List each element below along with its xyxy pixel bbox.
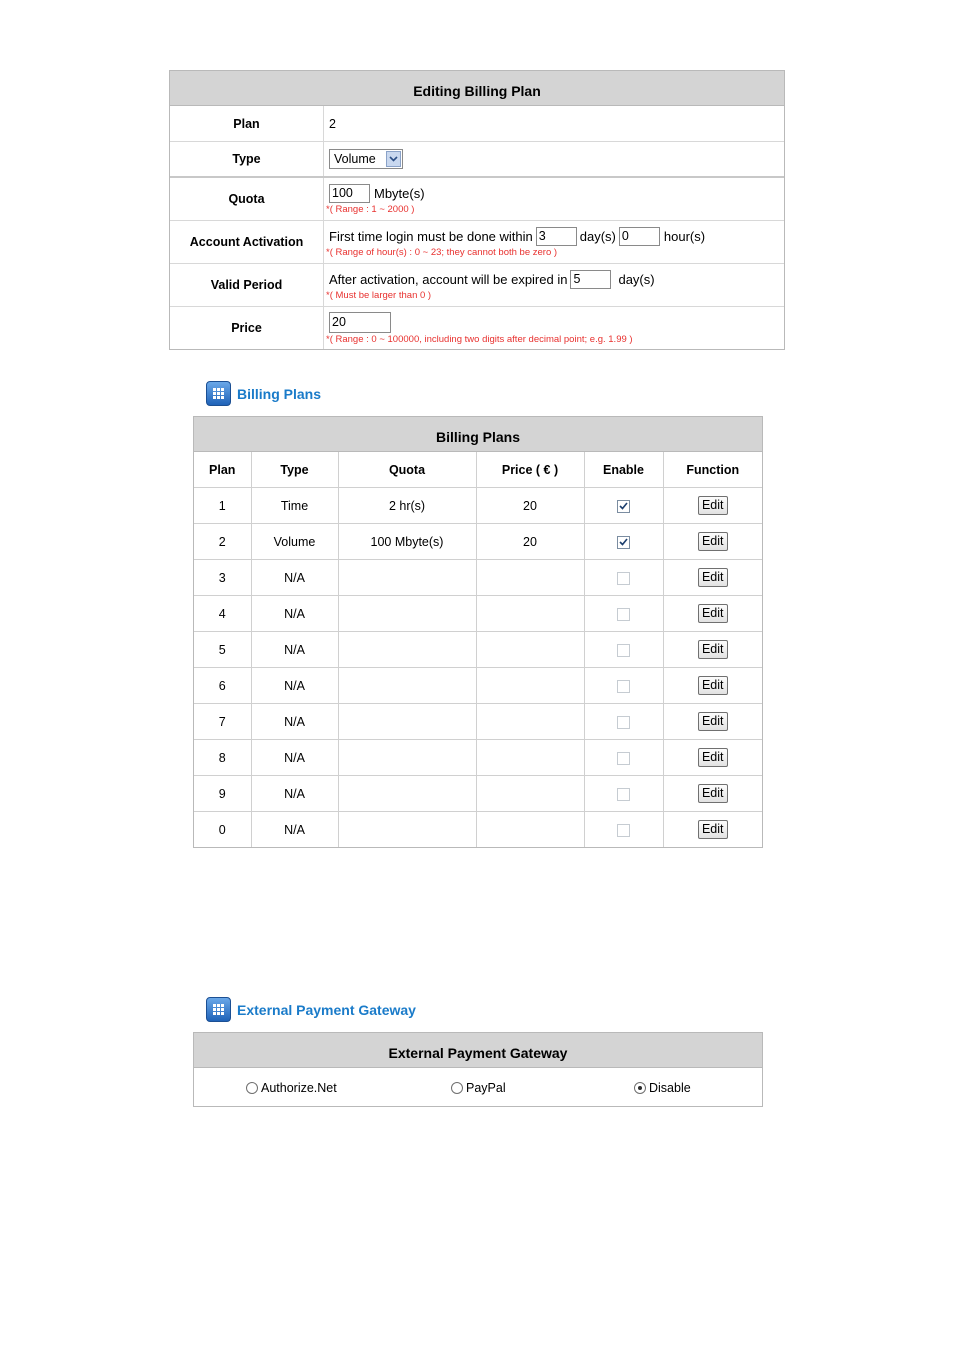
- edit-button[interactable]: Edit: [698, 568, 728, 587]
- edit-button[interactable]: Edit: [698, 712, 728, 731]
- table-row: [194, 776, 762, 812]
- plan-cell: 2: [194, 524, 251, 560]
- function-cell: [663, 596, 762, 632]
- activation-days-unit: day(s): [579, 228, 616, 244]
- valid-period-text: After activation, account will be expired in: [329, 271, 568, 287]
- enable-cell: [584, 740, 663, 776]
- type-select-value: Volume: [334, 152, 376, 166]
- enable-cell: [584, 560, 663, 596]
- plan-label: Plan: [170, 106, 324, 141]
- plan-cell: 5: [194, 632, 251, 668]
- enable-checkbox[interactable]: [617, 500, 630, 513]
- checkmark-icon: [619, 502, 628, 510]
- plan-cell: 1: [194, 488, 251, 524]
- enable-cell: [584, 704, 663, 740]
- table-row: [194, 524, 762, 560]
- price-cell: [476, 560, 584, 596]
- plan-cell: 0: [194, 812, 251, 848]
- activation-hint: *( Range of hour(s) : 0 ~ 23; they cannot both be zero ): [326, 246, 558, 258]
- disable-option[interactable]: [634, 1081, 691, 1095]
- disable-radio[interactable]: [634, 1082, 646, 1094]
- function-cell: [663, 524, 762, 560]
- function-cell: [663, 776, 762, 812]
- plan-cell: 7: [194, 704, 251, 740]
- table-row: [194, 488, 762, 524]
- table-header-row: [194, 452, 762, 488]
- edit-button[interactable]: Edit: [698, 532, 728, 551]
- price-label: Price: [170, 307, 324, 349]
- table-row: [194, 560, 762, 596]
- price-cell: [476, 596, 584, 632]
- type-cell: N/A: [251, 668, 338, 704]
- authorize-net-radio[interactable]: [246, 1082, 258, 1094]
- valid-period-hint: *( Must be larger than 0 ): [326, 289, 432, 301]
- edit-button[interactable]: Edit: [698, 820, 728, 839]
- gateway-options-row: [194, 1068, 762, 1106]
- quota-hint: *( Range : 1 ~ 2000 ): [326, 203, 415, 215]
- plan-row: [170, 106, 784, 142]
- enable-cell: [584, 596, 663, 632]
- enable-checkbox[interactable]: [617, 824, 630, 837]
- enable-checkbox[interactable]: [617, 680, 630, 693]
- function-cell: [663, 560, 762, 596]
- column-header-quota: Quota: [338, 452, 476, 488]
- table-row: [194, 740, 762, 776]
- plan-cell: 3: [194, 560, 251, 596]
- type-cell: N/A: [251, 632, 338, 668]
- plan-cell: 4: [194, 596, 251, 632]
- quota-label: Quota: [170, 178, 324, 220]
- enable-cell: [584, 812, 663, 848]
- radio-selected-dot: [638, 1086, 642, 1090]
- quota-row: [170, 178, 784, 221]
- quota-cell: [338, 776, 476, 812]
- paypal-label: PayPal: [466, 1081, 506, 1095]
- billing-plans-table-title: Billing Plans: [194, 417, 762, 452]
- plan-cell: 8: [194, 740, 251, 776]
- authorize-net-label: Authorize.Net: [261, 1081, 337, 1095]
- enable-checkbox[interactable]: [617, 788, 630, 801]
- type-row: [170, 142, 784, 178]
- price-cell: [476, 776, 584, 812]
- price-input[interactable]: 20: [329, 312, 391, 333]
- price-cell: [476, 632, 584, 668]
- valid-period-row: [170, 264, 784, 307]
- edit-button[interactable]: Edit: [698, 676, 728, 695]
- type-cell: N/A: [251, 776, 338, 812]
- activation-hours-unit: hour(s): [663, 228, 706, 244]
- type-cell: N/A: [251, 560, 338, 596]
- disable-label: Disable: [649, 1081, 691, 1095]
- price-cell: 20: [476, 524, 584, 560]
- editing-billing-plan-panel: [169, 70, 785, 350]
- valid-period-label: Valid Period: [170, 264, 324, 306]
- price-cell: [476, 668, 584, 704]
- enable-cell: [584, 524, 663, 560]
- table-row: [194, 704, 762, 740]
- edit-button[interactable]: Edit: [698, 784, 728, 803]
- enable-checkbox[interactable]: [617, 608, 630, 621]
- enable-cell: [584, 668, 663, 704]
- type-label: Type: [170, 142, 324, 176]
- quota-cell: [338, 560, 476, 596]
- type-cell: N/A: [251, 704, 338, 740]
- grid-icon: [206, 381, 231, 406]
- plan-cell: 9: [194, 776, 251, 812]
- table-row: [194, 812, 762, 848]
- price-row: [170, 307, 784, 349]
- type-select[interactable]: [329, 149, 403, 169]
- gateway-section-title: [206, 997, 416, 1022]
- table-row: [194, 596, 762, 632]
- column-header-enable: Enable: [584, 452, 663, 488]
- quota-cell: 100 Mbyte(s): [338, 524, 476, 560]
- function-cell: [663, 704, 762, 740]
- edit-button[interactable]: Edit: [698, 496, 728, 515]
- enable-checkbox[interactable]: [617, 752, 630, 765]
- quota-cell: [338, 704, 476, 740]
- column-header-price: Price ( € ): [476, 452, 584, 488]
- account-activation-row: [170, 221, 784, 264]
- edit-button[interactable]: Edit: [698, 748, 728, 767]
- edit-button[interactable]: Edit: [698, 640, 728, 659]
- enable-checkbox[interactable]: [617, 716, 630, 729]
- quota-cell: [338, 812, 476, 848]
- price-cell: [476, 704, 584, 740]
- paypal-option[interactable]: [451, 1081, 506, 1095]
- valid-period-unit: day(s): [618, 271, 655, 287]
- valid-period-days-input[interactable]: 5: [570, 270, 611, 289]
- billing-plans-panel: [193, 416, 763, 848]
- table-row: [194, 668, 762, 704]
- column-header-type: Type: [251, 452, 338, 488]
- external-payment-gateway-panel: [193, 1032, 763, 1107]
- editing-billing-plan-title: Editing Billing Plan: [170, 71, 784, 106]
- plan-value: 2: [329, 116, 336, 131]
- activation-days-input[interactable]: 3: [536, 227, 577, 246]
- activation-text: First time login must be done within: [329, 228, 533, 244]
- quota-cell: [338, 596, 476, 632]
- enable-checkbox[interactable]: [617, 536, 630, 549]
- activation-hours-input[interactable]: 0: [619, 227, 660, 246]
- type-cell: Volume: [251, 524, 338, 560]
- grid-icon: [206, 997, 231, 1022]
- paypal-radio[interactable]: [451, 1082, 463, 1094]
- enable-cell: [584, 488, 663, 524]
- price-cell: [476, 740, 584, 776]
- quota-cell: [338, 740, 476, 776]
- billing-plans-section-title: [206, 381, 321, 406]
- function-cell: [663, 812, 762, 848]
- checkmark-icon: [619, 538, 628, 546]
- price-cell: 20: [476, 488, 584, 524]
- authorize-net-option[interactable]: [246, 1081, 337, 1095]
- table-row: [194, 632, 762, 668]
- quota-unit: Mbyte(s): [374, 185, 425, 201]
- billing-plans-table: [194, 452, 762, 847]
- account-activation-label: Account Activation: [170, 221, 324, 263]
- enable-checkbox[interactable]: [617, 644, 630, 657]
- enable-cell: [584, 776, 663, 812]
- column-header-plan: Plan: [194, 452, 251, 488]
- edit-button[interactable]: Edit: [698, 604, 728, 623]
- gateway-table-title: External Payment Gateway: [194, 1033, 762, 1068]
- type-cell: N/A: [251, 812, 338, 848]
- function-cell: [663, 632, 762, 668]
- price-cell: [476, 812, 584, 848]
- plan-cell: 6: [194, 668, 251, 704]
- type-cell: N/A: [251, 596, 338, 632]
- quota-cell: 2 hr(s): [338, 488, 476, 524]
- quota-input[interactable]: 100: [329, 184, 370, 203]
- enable-checkbox[interactable]: [617, 572, 630, 585]
- chevron-down-icon[interactable]: [386, 151, 401, 167]
- quota-cell: [338, 668, 476, 704]
- function-cell: [663, 740, 762, 776]
- function-cell: [663, 488, 762, 524]
- column-header-function: Function: [663, 452, 762, 488]
- billing-plans-heading: Billing Plans: [237, 385, 322, 402]
- function-cell: [663, 668, 762, 704]
- quota-cell: [338, 632, 476, 668]
- type-cell: Time: [251, 488, 338, 524]
- price-hint: *( Range : 0 ~ 100000, including two digits after decimal point; e.g. 1.99 ): [326, 333, 633, 345]
- enable-cell: [584, 632, 663, 668]
- type-cell: N/A: [251, 740, 338, 776]
- gateway-heading: External Payment Gateway: [237, 1001, 416, 1018]
